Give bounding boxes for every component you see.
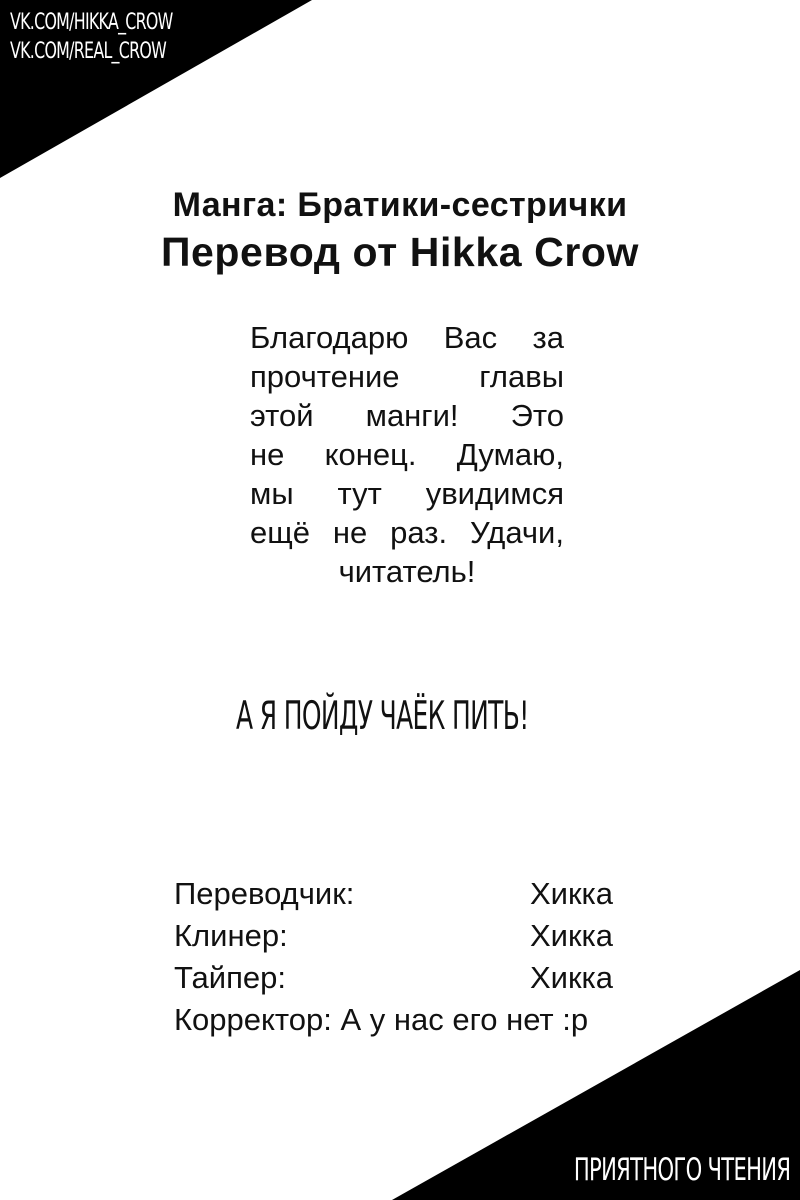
message-line: прочтение главы xyxy=(250,359,564,394)
vk-link-hikka-crow: VK.COM/HIKKA_CROW xyxy=(10,10,173,35)
tea-note: А Я ПОЙДУ ЧАЁК ПИТЬ! xyxy=(236,694,529,739)
credit-name: Хикка xyxy=(530,960,614,995)
credit-role: Переводчик: xyxy=(174,876,355,911)
message-line: не конец. Думаю, xyxy=(250,437,564,472)
message-line: ещё не раз. Удачи, xyxy=(250,515,564,550)
credit-name: Хикка xyxy=(530,876,614,911)
credit-row xyxy=(174,915,674,957)
proofreader-credit: Корректор: А у нас его нет :p xyxy=(174,1002,589,1037)
translation-title: Перевод от Hikka Crow xyxy=(160,229,640,275)
credit-row xyxy=(174,873,674,915)
credit-name: Хикка xyxy=(530,918,614,953)
top-left-links xyxy=(10,8,173,66)
credits-list xyxy=(174,873,674,1041)
title-block xyxy=(0,183,800,277)
message-line: читатель! xyxy=(338,554,476,589)
manga-title: Манга: Братики-сестрички xyxy=(172,186,628,224)
vk-link-real-crow: VK.COM/REAL_CROW xyxy=(10,39,167,64)
message-line: мы тут увидимся xyxy=(250,476,564,511)
thank-you-message xyxy=(250,318,564,591)
credit-row xyxy=(174,957,674,999)
message-line: этой манги! Это xyxy=(250,398,564,433)
happy-reading-note: ПРИЯТНОГО ЧТЕНИЯ xyxy=(573,1152,790,1188)
message-line: Благодарю Вас за xyxy=(250,320,564,355)
credit-role: Тайпер: xyxy=(174,960,286,995)
credit-role: Клинер: xyxy=(174,918,288,953)
